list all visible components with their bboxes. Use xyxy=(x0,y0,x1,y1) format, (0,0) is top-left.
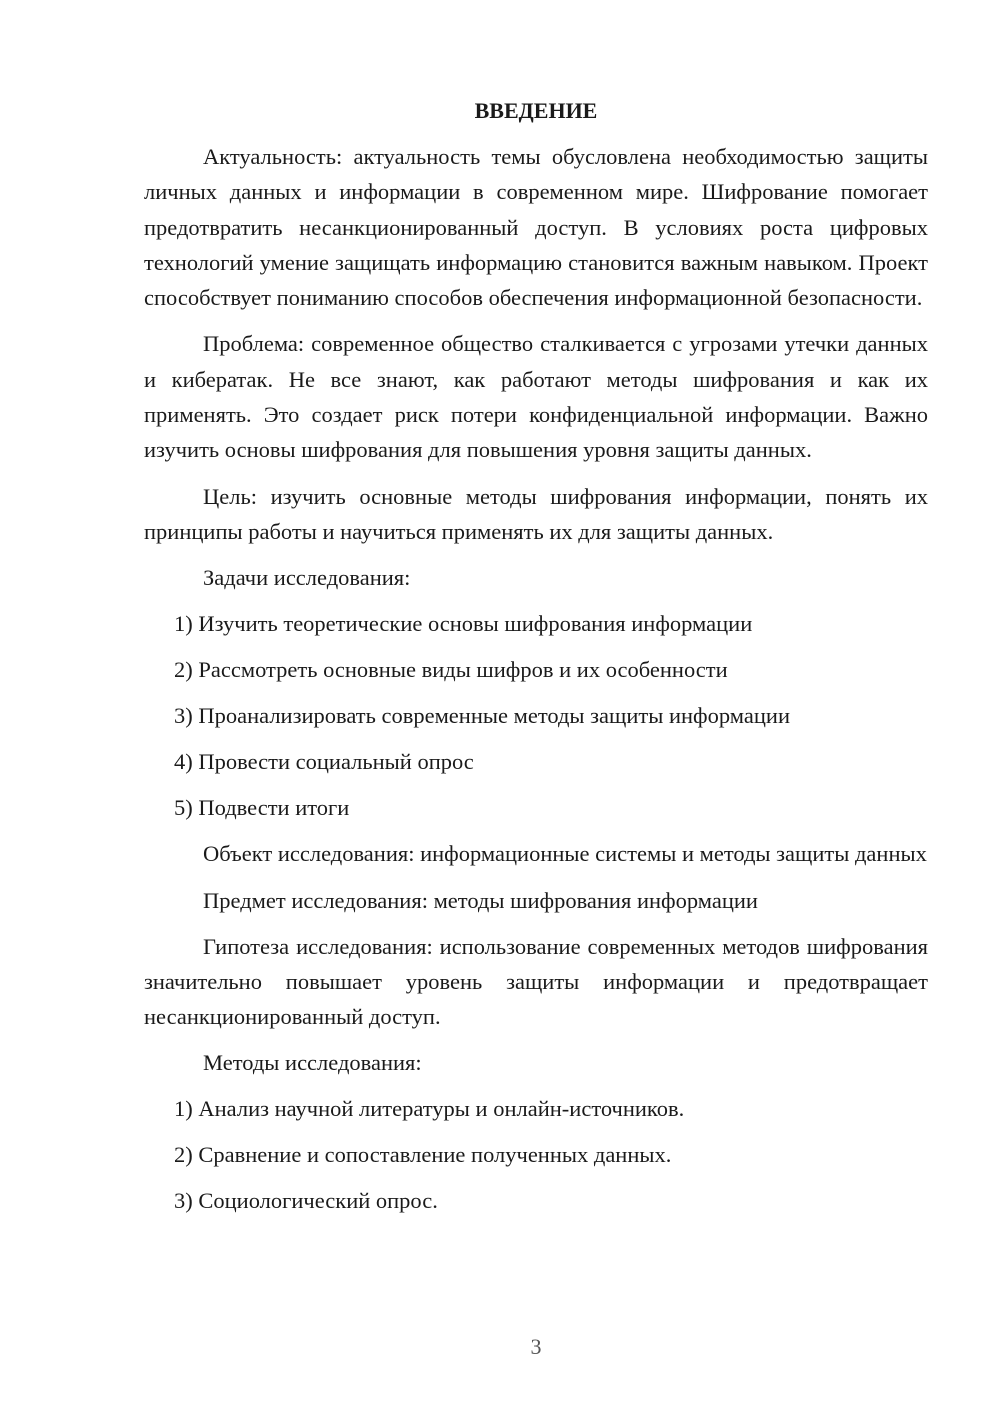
methods-list xyxy=(144,1091,928,1218)
list-item: 1) Анализ научной литературы и онлайн-источников. xyxy=(174,1096,685,1122)
list-item: 2) Сравнение и сопоставление полученных данных. xyxy=(174,1142,672,1168)
page-number: 3 xyxy=(530,1334,542,1359)
list-item: 5) Подвести итоги xyxy=(174,795,350,821)
list-item: 2) Рассмотреть основные виды шифров и их особенности xyxy=(174,657,728,683)
subject-paragraph: Предмет исследования: методы шифрования информации xyxy=(203,887,758,913)
tasks-list xyxy=(144,606,928,825)
problem-paragraph: Проблема: современное общество сталкивается с угрозами утечки данных и кибератак. Не все знают, как работают методы шифрования и как их применять. Это создает риск потери конфиденциальной информации. Важно изучить основы шифрования для повышения уровня защиты данных. xyxy=(144,331,928,463)
list-item: 3) Проанализировать современные методы защиты информации xyxy=(174,703,790,729)
list-item: 3) Социологический опрос. xyxy=(174,1188,438,1214)
list-item: 4) Провести социальный опрос xyxy=(174,749,474,775)
methods-heading: Методы исследования: xyxy=(203,1050,422,1076)
page-content xyxy=(144,95,928,1229)
list-item: 1) Изучить теоретические основы шифрования информации xyxy=(174,611,753,637)
goal-paragraph: Цель: изучить основные методы шифрования информации, понять их принципы работы и научиться применять их для защиты данных. xyxy=(144,483,928,544)
section-title: ВВЕДЕНИЕ xyxy=(474,98,598,123)
object-paragraph: Объект исследования: информационные системы и методы защиты данных xyxy=(203,841,927,867)
tasks-heading: Задачи исследования: xyxy=(203,565,411,591)
relevance-paragraph: Актуальность: актуальность темы обусловлена необходимостью защиты личных данных и информации в современном мире. Шифрование помогает предотвратить несанкционированный доступ. В условиях роста цифровых технологий умение защищать информацию становится важным навыком. Проект способствует пониманию способов обеспечения информационной безопасности. xyxy=(144,144,928,311)
hypothesis-paragraph: Гипотеза исследования: использование современных методов шифрования значительно повышает уровень защиты информации и предотвращает несанкционированный доступ. xyxy=(144,933,928,1030)
